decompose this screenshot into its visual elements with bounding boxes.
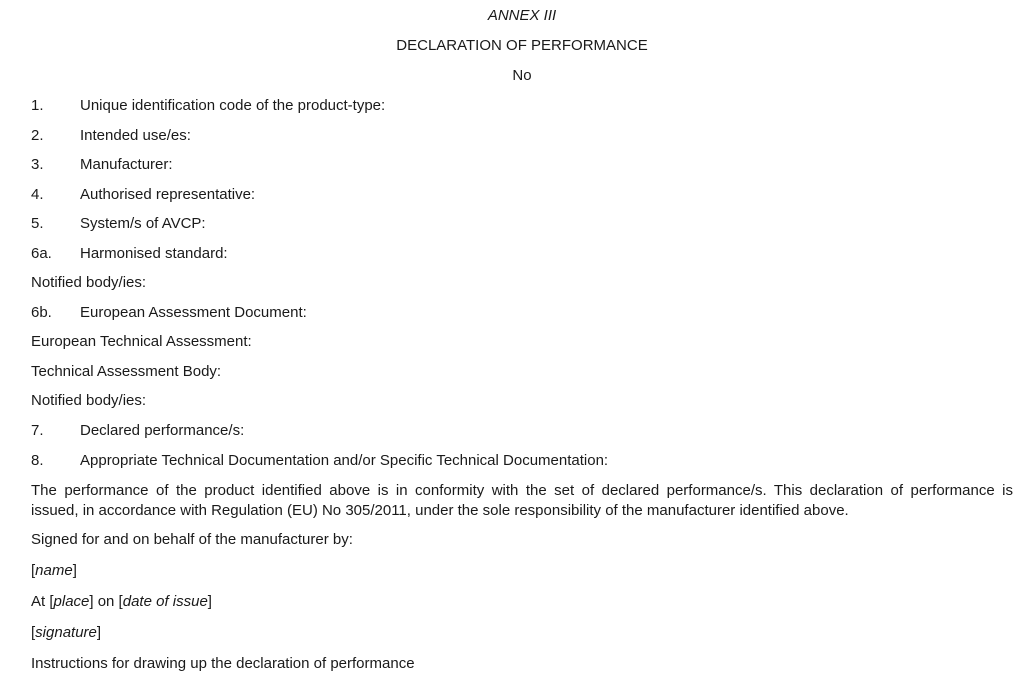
item-declared-performance <box>31 422 244 439</box>
conformity-statement-line-1: The performance of the product identified above is in conformity with the set of declared performance/s. This declaration of performance is <box>31 482 1013 499</box>
date-of-issue-placeholder: date of issue <box>122 593 208 610</box>
place-date-line <box>31 593 212 610</box>
item-label: Manufacturer: <box>80 156 173 173</box>
name-placeholder: name <box>35 562 73 579</box>
item-authorised-representative <box>31 186 255 203</box>
item-number: 6b. <box>31 304 52 321</box>
place-prefix: At [ <box>31 593 54 610</box>
conformity-statement <box>31 481 1013 521</box>
signature-placeholder: signature <box>35 624 97 641</box>
notified-body-line-2: Notified body/ies: <box>31 392 147 409</box>
item-label: Harmonised standard: <box>80 245 228 262</box>
instructions-heading: Instructions for drawing up the declaration of performance <box>31 655 415 672</box>
place-date-separator: ] on [ <box>89 593 123 610</box>
item-number: 2. <box>31 127 44 144</box>
item-number: 5. <box>31 215 44 232</box>
item-label: Unique identification code of the product-type: <box>80 97 386 114</box>
item-label: Authorised representative: <box>80 186 256 203</box>
item-number: 6a. <box>31 245 52 262</box>
bracket-open: [ <box>31 624 36 641</box>
item-unique-identification-code <box>31 97 385 114</box>
bracket-open: [ <box>31 562 36 579</box>
document-title: DECLARATION OF PERFORMANCE <box>396 37 648 54</box>
item-label: System/s of AVCP: <box>80 215 206 232</box>
european-technical-assessment-line: European Technical Assessment: <box>31 333 252 350</box>
name-placeholder-line <box>31 562 77 579</box>
item-number: 7. <box>31 422 44 439</box>
technical-assessment-body-line: Technical Assessment Body: <box>31 363 222 380</box>
item-label: European Assessment Document: <box>80 304 307 321</box>
annex-heading: ANNEX III <box>487 7 557 24</box>
signed-by-line: Signed for and on behalf of the manufacturer by: <box>31 531 353 548</box>
item-number: 4. <box>31 186 44 203</box>
bracket-close: ] <box>72 562 77 579</box>
item-technical-documentation <box>31 452 608 469</box>
item-label: Declared performance/s: <box>80 422 245 439</box>
notified-body-line-1: Notified body/ies: <box>31 274 147 291</box>
signature-placeholder-line <box>31 624 101 641</box>
item-system-avcp <box>31 215 206 232</box>
item-intended-use <box>31 127 191 144</box>
item-manufacturer <box>31 156 173 173</box>
item-number: 3. <box>31 156 44 173</box>
place-placeholder: place <box>53 593 90 610</box>
conformity-statement-line-2: issued, in accordance with Regulation (EU) No 305/2011, under the sole responsibility of the manufacturer identified above. <box>31 502 849 519</box>
bracket-close: ] <box>207 593 212 610</box>
item-label: Appropriate Technical Documentation and/or Specific Technical Documentation: <box>80 452 609 469</box>
declaration-number: No <box>512 67 532 84</box>
item-number: 8. <box>31 452 44 469</box>
bracket-close: ] <box>96 624 102 641</box>
item-harmonised-standard <box>31 245 228 262</box>
item-european-assessment-document <box>31 304 307 321</box>
item-label: Intended use/es: <box>80 127 191 144</box>
item-number: 1. <box>31 97 44 114</box>
